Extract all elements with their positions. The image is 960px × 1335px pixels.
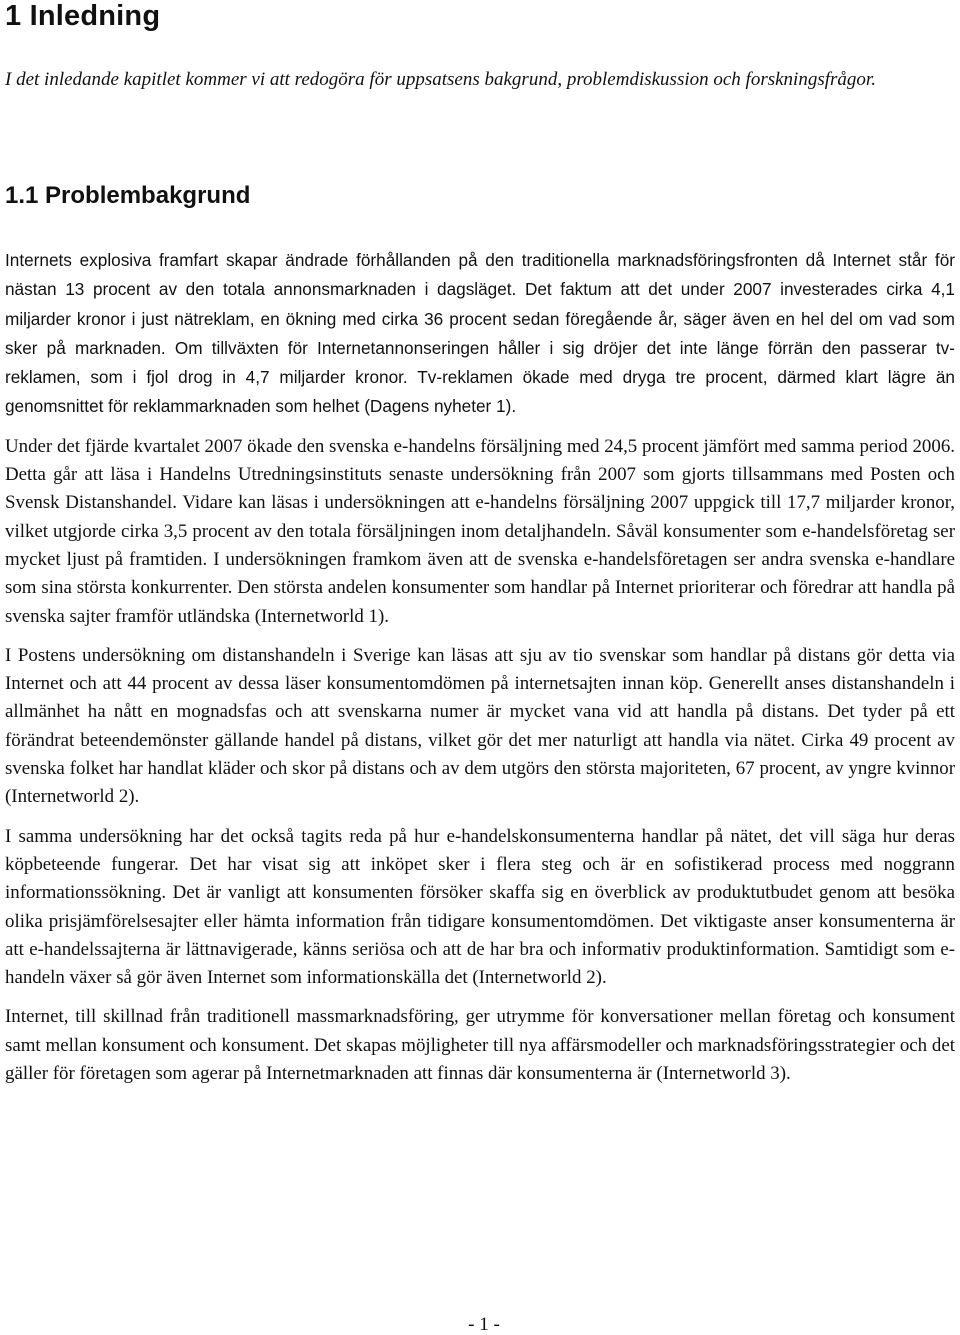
page-number: - 1 - xyxy=(468,1314,500,1335)
paragraph-4: I samma undersökning har det också tagits reda på hur e-handelskonsumenterna handlar på nätet, det vill säga hur deras köpbeteende fungerar. Det har visat sig att inköpet sker i flera steg och är en sofistikerad process med noggrann informationssökning. Det är vanligt att konsumenten försöker skaffa sig en överblick av produktutbudet genom att besöka olika prisjämförelsesajter eller hämta information från tidigare konsumentomdömen. Det viktigaste anser konsumenterna är att e-handelssajterna är lättnavigerade, känns seriösa och att de har bra och informativ produktinformation. Samtidigt som e-handeln växer så gör även Internet som informationskälla det (Internetworld 2). xyxy=(5,825,955,989)
chapter-intro: I det inledande kapitlet kommer vi att redogöra för uppsatsens bakgrund, problemdiskussion och forskningsfrågor. xyxy=(5,69,876,90)
page-footer xyxy=(0,1315,960,1335)
paragraph-2: Under det fjärde kvartalet 2007 ökade den svenska e-handelns försäljning med 24,5 procent jämfört med samma period 2006. Detta går att läsa i Handelns Utredningsinstituts senaste undersökning från 2007 som gjorts tillsammans med Posten och Svensk Distanshandel. Vidare kan läsas i undersökningen att e-handelns försäljning 2007 uppgick till 17,7 miljarder kronor, vilket utgjorde cirka 3,5 procent av den totala försäljningen inom detaljhandeln. Såväl konsumenter som e-handelsföretag ser mycket ljust på framtiden. I undersökningen framkom även att de svenska e-handelsföretagen ser andra svenska e-handlare som sina största konkurrenter. Den största andelen konsumenter som handlar på Internet prioriterar och föredrar att handla på svenska sajter framför utländska (Internetworld 1). xyxy=(5,435,955,627)
paragraph-5: Internet, till skillnad från traditionell massmarknadsföring, ger utrymme för konversationer mellan företag och konsument samt mellan konsument och konsument. Det skapas möjligheter till nya affärsmodeller och marknadsföringsstrategier och det gäller för företagen som agerar på Internetmarknaden att finnas där konsumenterna är (Internetworld 3). xyxy=(5,1006,955,1085)
paragraph-3: I Postens undersökning om distanshandeln i Sverige kan läsas att sju av tio svenskar som handlar på distans gör detta via Internet och att 44 procent av dessa läser konsumentomdömen på internetsajten innan köp. Generellt anses distanshandeln i allmänhet ha nått en mognadsfas och att svenskarna numer är mycket vana vid att handla på distans. Det tyder på ett förändrat beteendemönster gällande handel på distans, vilket gör det mer naturligt att handla via nätet. Cirka 49 procent av svenska folket har handlat kläder och skor på distans och av dem utgörs den största majoriteten, 67 procent, av yngre kvinnor (Internetworld 2). xyxy=(5,644,955,808)
section-heading: 1.1 Problembakgrund xyxy=(5,182,251,209)
chapter-heading: 1 Inledning xyxy=(5,0,161,32)
paragraph-1: Internets explosiva framfart skapar ändrade förhållanden på den traditionella marknadsföringsfronten då Internet står för nästan 13 procent av den totala annonsmarknaden i dagsläget. Det faktum att det under 2007 investerades cirka 4,1 miljarder kronor i just nätreklam, en ökning med cirka 36 procent sedan föregående år, säger även en hel del om vad som sker på marknaden. Om tillväxten för Internetannonseringen håller i sig dröjer det inte länge förrän den passerar tv-reklamen, som i fjol drog in 4,7 miljarder kronor. Tv-reklamen ökade med dryga tre procent, därmed klart lägre än genomsnittet för reklammarknaden som helhet (Dagens nyheter 1). xyxy=(5,250,955,417)
document-page xyxy=(5,0,955,1088)
